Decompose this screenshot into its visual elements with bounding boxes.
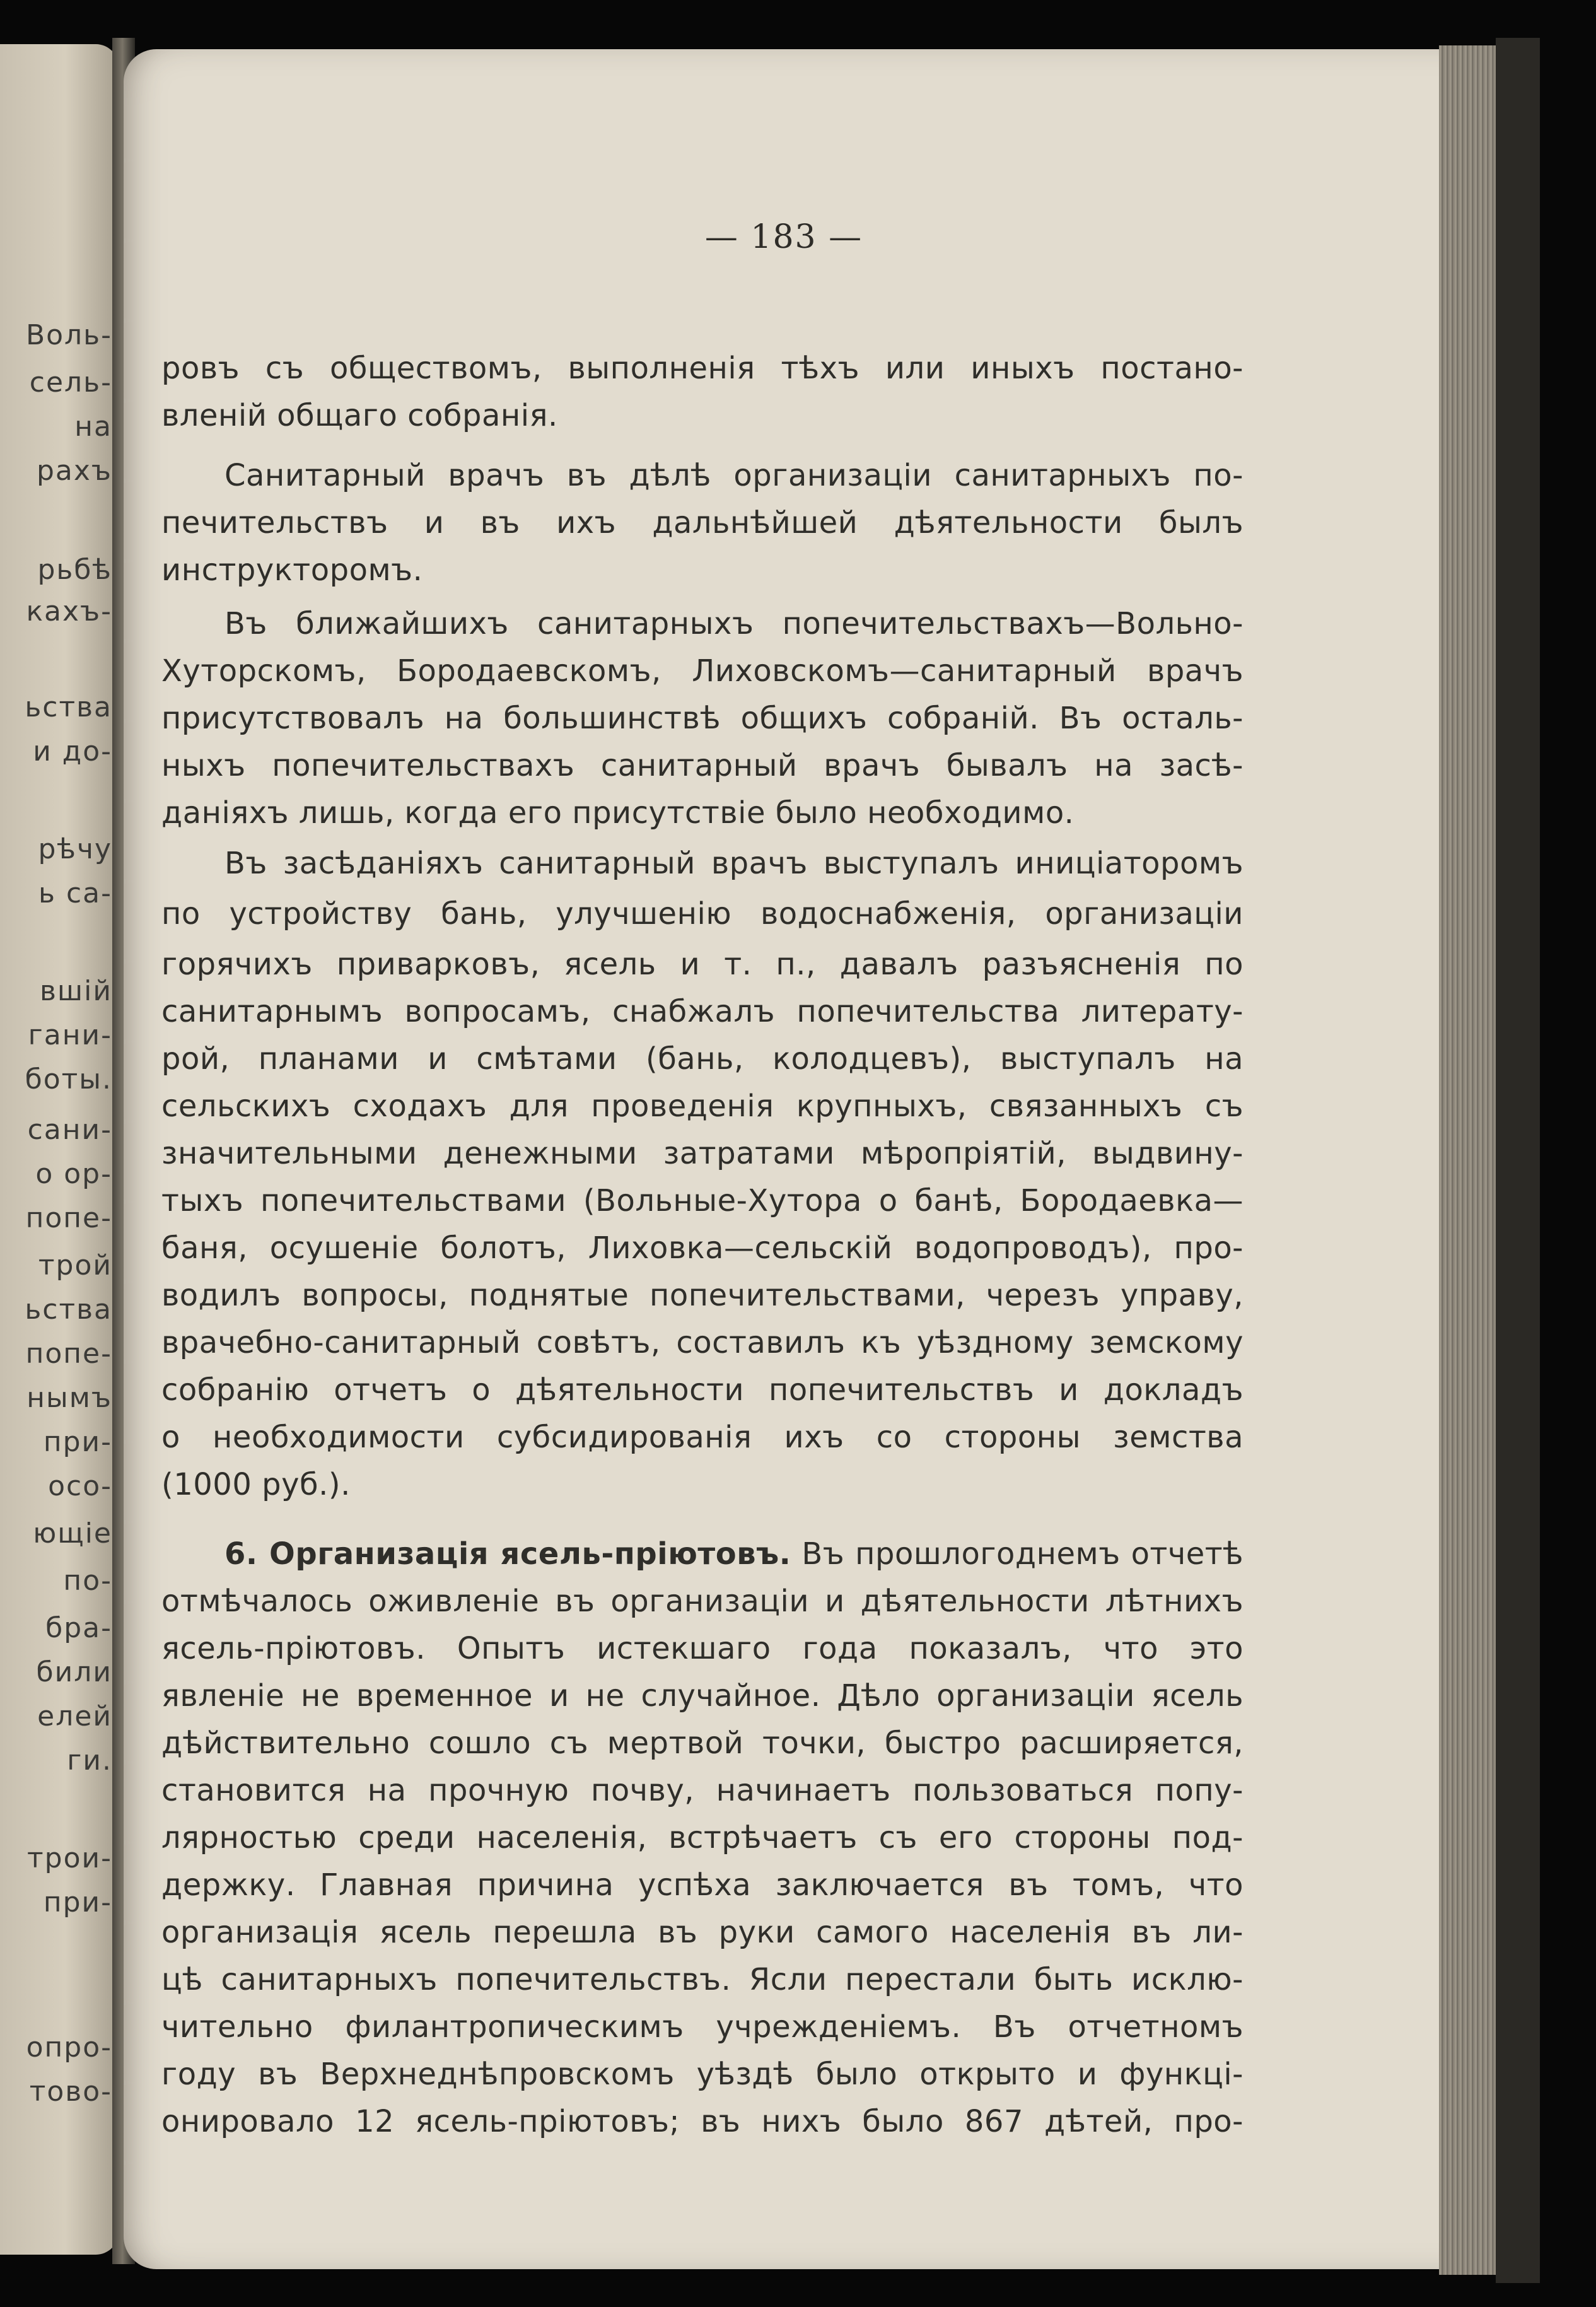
text-line: присутствовалъ на большинствѣ общихъ собраній. Въ осталь- [161, 701, 1244, 736]
text-line: отмѣчалось оживленіе въ организаціи и дѣятельности лѣтнихъ [161, 1584, 1244, 1619]
left-fragment: на [74, 411, 112, 443]
text-line: значительными денежными затратами мѣропріятій, выдвину- [161, 1136, 1244, 1171]
text-line: году въ Верхнеднѣпровскомъ уѣздѣ было открыто и функці- [161, 2057, 1244, 2092]
book-page [124, 49, 1444, 2269]
text-line: чительно филантропическимъ учрежденіемъ. Въ отчетномъ [161, 2009, 1244, 2045]
text-line: санитарнымъ вопросамъ, снабжалъ попечительства литерату- [161, 994, 1244, 1029]
left-fragment: ги. [67, 1744, 112, 1777]
text-line: ровъ съ обществомъ, выполненія тѣхъ или иныхъ постано- [161, 351, 1244, 386]
text-line: Санитарный врачъ въ дѣлѣ организаціи санитарныхъ по- [224, 458, 1244, 493]
text-line: цѣ санитарныхъ попечительствъ. Ясли перестали быть исклю- [161, 1962, 1244, 1997]
left-fragment: били [36, 1656, 112, 1688]
page-edges [1439, 45, 1496, 2275]
text-line: Въ ближайшихъ санитарныхъ попечительствахъ—Вольно- [224, 606, 1244, 641]
left-fragment: попе- [25, 1202, 112, 1234]
book-cover-edge [1496, 38, 1540, 2283]
left-fragment: кахъ- [26, 595, 112, 628]
text-line: явленіе не временное и не случайное. Дѣло организаціи ясель [161, 1678, 1244, 1714]
left-fragment: при- [43, 1426, 112, 1458]
left-fragment: опро- [26, 2031, 112, 2064]
text-line: ныхъ попечительствахъ санитарный врачъ бывалъ на засѣ- [161, 748, 1244, 783]
left-fragment: при- [43, 1886, 112, 1919]
text-line: становится на прочную почву, начинаетъ пользоваться попу- [161, 1773, 1244, 1808]
left-fragment: о ор- [35, 1158, 112, 1190]
left-fragment: рѣчу [38, 833, 112, 865]
left-fragment: по- [63, 1565, 112, 1597]
text-run: Въ прошлогоднемъ отчетѣ [801, 1536, 1244, 1572]
left-fragment: ющіе [33, 1517, 112, 1550]
text-line: о необходимости субсидированія ихъ со стороны земства [161, 1420, 1244, 1455]
left-fragment: сель- [29, 366, 112, 399]
text-line: врачебно-санитарный совѣтъ, составилъ къ уѣздному земскому [161, 1325, 1244, 1360]
left-fragment: ьства [25, 1294, 112, 1326]
left-fragment: трой [38, 1249, 112, 1282]
left-fragment: боты. [25, 1063, 112, 1095]
text-line: дѣйствительно сошло съ мертвой точки, быстро расширяется, [161, 1726, 1244, 1761]
left-fragment: тово- [29, 2076, 112, 2108]
left-fragment: рахъ [36, 455, 112, 487]
left-fragment: ь са- [38, 877, 112, 909]
text-line: (1000 руб.). [161, 1467, 351, 1502]
text-line: даніяхъ лишь, когда его присутствіе было необходимо. [161, 795, 1075, 831]
text-line: ясель-пріютовъ. Опытъ истекшаго года показалъ, что это [161, 1631, 1244, 1666]
text-line: лярностью среди населенія, встрѣчаетъ съ его стороны под- [161, 1820, 1244, 1855]
left-fragment: елей [37, 1700, 112, 1732]
text-line: водилъ вопросы, поднятые попечительствами, черезъ управу, [161, 1278, 1244, 1313]
left-fragment: трои- [27, 1842, 112, 1874]
left-fragment: нымъ [26, 1382, 112, 1414]
left-fragment: бра- [45, 1612, 112, 1644]
text-line: печительствъ и въ ихъ дальнѣйшей дѣятельности былъ [161, 505, 1244, 540]
left-fragment: Воль- [25, 319, 112, 351]
left-fragment: ьства [25, 691, 112, 723]
text-line: собранію отчетъ о дѣятельности попечительствъ и докладъ [161, 1372, 1244, 1408]
text-line: организація ясель перешла въ руки самого населенія въ ли- [161, 1915, 1244, 1950]
text-line: баня, осушеніе болотъ, Лиховка—сельскій водопроводъ), про- [161, 1230, 1244, 1266]
section-heading: 6. Организація ясель-пріютовъ. [224, 1536, 791, 1572]
left-fragment: гани- [28, 1019, 112, 1051]
text-line: Въ засѣданіяхъ санитарный врачъ выступалъ иниціаторомъ [224, 846, 1244, 881]
left-fragment: рьбѣ [37, 554, 112, 586]
left-fragment: вшій [39, 975, 112, 1007]
text-line: тыхъ попечительствами (Вольные-Хутора о банѣ, Бородаевка— [161, 1183, 1244, 1218]
left-page-fragment [0, 44, 119, 2255]
left-fragment: осо- [48, 1470, 112, 1502]
text-line: горячихъ приварковъ, ясель и т. п., давалъ разъясненія по [161, 947, 1244, 982]
text-line: по устройству бань, улучшенію водоснабженія, организаціи [161, 896, 1244, 932]
left-fragment: попе- [25, 1338, 112, 1370]
text-line: вленій общаго собранія. [161, 398, 558, 433]
text-line: инструкторомъ. [161, 552, 423, 588]
text-line: Хуторскомъ, Бородаевскомъ, Лиховскомъ—санитарный врачъ [161, 653, 1244, 689]
page-number: — 183 — [704, 218, 863, 256]
text-line: онировало 12 ясель-пріютовъ; въ нихъ было 867 дѣтей, про- [161, 2104, 1244, 2139]
section-first-line [224, 1536, 1244, 1572]
text-line: сельскихъ сходахъ для проведенія крупныхъ, связанныхъ съ [161, 1089, 1244, 1124]
left-fragment: сани- [27, 1114, 112, 1146]
left-fragment: и до- [33, 735, 112, 768]
text-line: держку. Главная причина успѣха заключается въ томъ, что [161, 1867, 1244, 1903]
text-line: рой, планами и смѣтами (бань, колодцевъ), выступалъ на [161, 1041, 1244, 1077]
